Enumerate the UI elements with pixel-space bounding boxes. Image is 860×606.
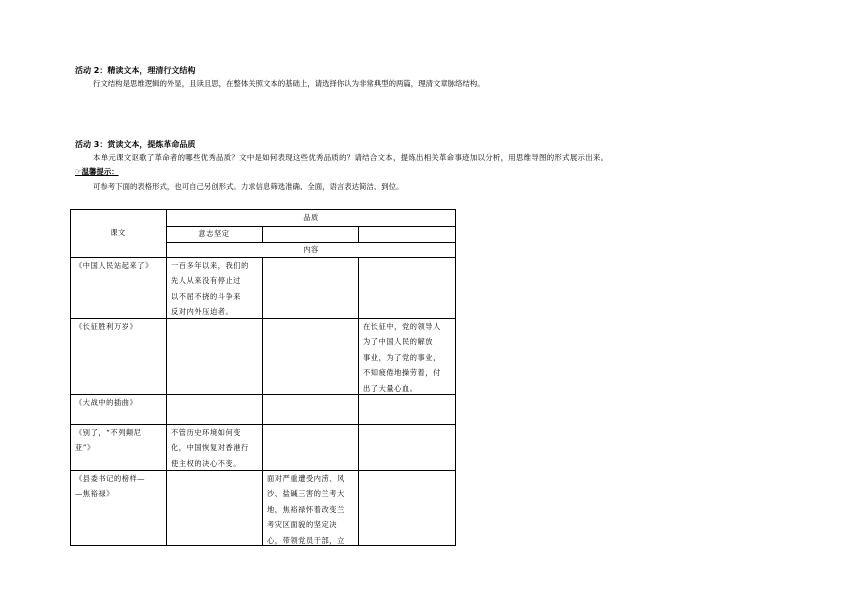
- activity2-text: 行文结构是思维逻辑的外显，且读且思，在整体关照文本的基础上，请选择你认为非常典型的两篇，理清文章脉络结构。: [93, 79, 485, 88]
- activity3-heading: 活动 3：赏读文本，提炼革命品质: [75, 140, 196, 149]
- row-4-text: 《别了，“不列颠尼 亚”》: [75, 428, 142, 453]
- column-header-text: 课文: [110, 228, 126, 237]
- activity2-heading: 活动 2：精读文本，理清行文结构: [75, 66, 196, 75]
- activity3-text: 本单元课文讴歌了革命者的哪些优秀品质？文中是如何表现这些优秀品质的？请结合文本，提炼出相关革命事迹加以分析，用思维导图的形式展示出来。: [93, 153, 609, 162]
- quality-1: 意志坚定: [198, 229, 230, 238]
- tip-text: 可参考下面的表格形式，也可自己另创形式。力求信息筛选准确、全面，语言表达简洁、到位。: [93, 182, 404, 191]
- row-2-text: 《长征胜利万岁》: [75, 322, 138, 331]
- content-header: 内容: [303, 245, 319, 254]
- quality-table: [70, 209, 456, 546]
- row-1-text: 《中国人民站起来了》: [75, 261, 153, 270]
- tip-label-text: 温馨提示：: [81, 167, 119, 176]
- row-1-content-1: 一百多年以来，我们的 先人从来没有停止过 以不屈不挠的斗争来 反对内外压迫者。: [171, 261, 249, 317]
- row-5-content-2: 面对严重遭受内涝、风 沙、盐碱三害的兰考大 地，焦裕禄怀着改变兰 考灾区面貌的坚定决 心，带领党员干部，立: [267, 474, 345, 545]
- row-2-content-3: 在长征中，党的领导人 为了中国人民的解放 事业，为了党的事业， 不知疲倦地操劳着，付 出了大量心血。: [363, 322, 441, 393]
- tip-label: [75, 166, 119, 177]
- row-5-text: 《县委书记的榜样— —焦裕禄》: [75, 474, 146, 499]
- row-4-content-1: 不管历史环境如何变 化，中国恢复对香港行 使主权的决心不变。: [171, 428, 249, 468]
- quality-header: 品质: [303, 213, 319, 222]
- pointing-hand-icon: ☞: [75, 167, 82, 176]
- row-3-text: 《大战中的插曲》: [75, 398, 138, 407]
